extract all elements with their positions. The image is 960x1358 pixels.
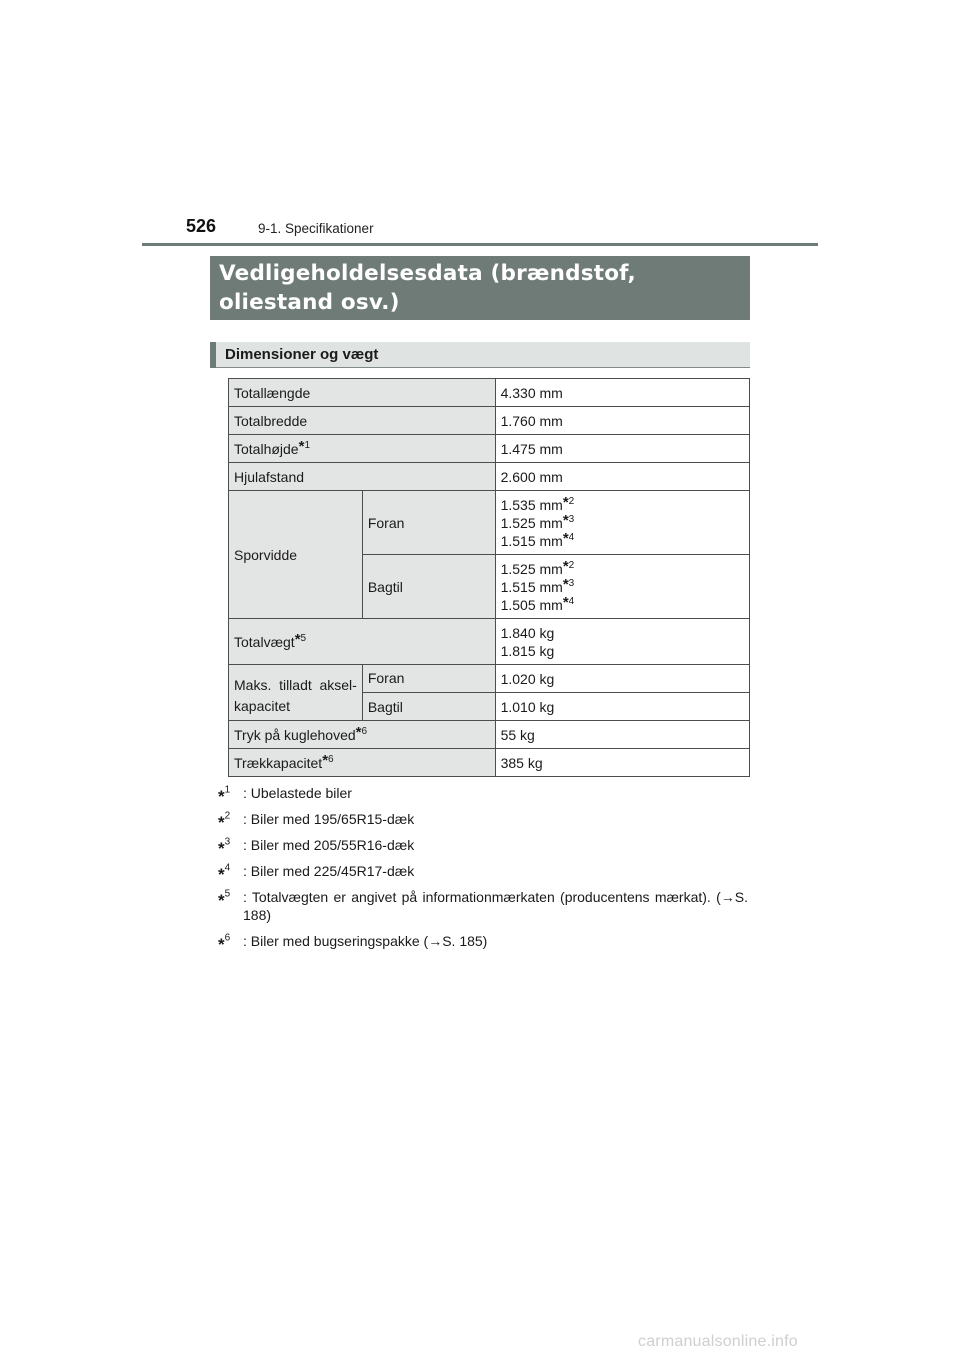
footnote-text: : Biler med 205/55R16-dæk <box>243 837 415 853</box>
footnote <box>218 784 748 806</box>
towing-label: Trækkapacitet <box>234 754 323 771</box>
table-row <box>229 619 750 665</box>
track-front-label: Foran <box>362 491 495 555</box>
footnote-marker: *$^5$ <box>218 888 231 910</box>
footnote-marker: *$^2$ <box>218 810 231 832</box>
gross-weight-label-cell <box>229 619 496 665</box>
table-row <box>229 491 750 555</box>
footnote-marker: *$^4$ <box>218 862 231 884</box>
track-label: Sporvidde <box>229 491 363 619</box>
footnote-ref: *1 <box>298 437 310 455</box>
subsection-marker <box>210 342 216 368</box>
footnote <box>218 932 748 954</box>
page-number: 526 <box>186 216 217 236</box>
footnote-text: : Ubelastede biler <box>243 785 352 801</box>
footnote <box>218 810 748 832</box>
value-line: 1.840 kg <box>500 624 555 641</box>
table-row <box>229 435 750 463</box>
height-label: Totalhøjde <box>234 440 299 457</box>
footnote-marker: *$^3$ <box>218 836 231 858</box>
table-row <box>229 407 750 435</box>
footnotes <box>218 784 748 958</box>
footnote-text: : Biler med 225/45R17-dæk <box>243 863 415 879</box>
footnote-ref: *5 <box>294 630 307 648</box>
table-row <box>229 749 750 777</box>
width-label: Totalbredde <box>229 407 496 435</box>
value-line: 1.515 $mm^{*3}$ <box>500 575 575 595</box>
ball-load-label: Tryk på kuglehoved <box>234 726 356 743</box>
footnote-ref: *2 <box>562 493 575 511</box>
value-line: 1.505 $mm^{*4}$ <box>500 593 575 613</box>
subsection-heading <box>210 342 750 368</box>
value-line: 1.535 $mm^{*2}$ <box>500 493 575 513</box>
axle-rear-value: 1.010 kg <box>495 693 749 721</box>
wheelbase-value: 2.600 mm <box>495 463 749 491</box>
track-rear-values <box>495 555 749 619</box>
footnote <box>218 862 748 884</box>
value-line: 1.515 $mm^{*4}$ <box>500 529 575 549</box>
footnote-text: : Totalvægten er angivet på informationmærkaten (producentens mærkat). (→S. 188) <box>243 889 748 923</box>
footnote-marker: *$^1$ <box>218 784 231 806</box>
footnote-ref: *3 <box>562 511 575 529</box>
table-row <box>229 379 750 407</box>
gross-weight-values <box>495 619 749 665</box>
value-line: 1.815 kg <box>500 642 555 659</box>
table-row <box>229 721 750 749</box>
page-title: Vedligeholdelsesdata (brændstof, oliestand osv.) <box>210 256 750 320</box>
section-label: 9-1. Specifikationer <box>258 221 374 236</box>
axle-front-label: Foran <box>362 665 495 693</box>
table-row <box>229 665 750 693</box>
footnote-ref: *4 <box>562 529 575 547</box>
footnote-text: : Biler med bugseringspakke (→S. 185) <box>243 933 488 949</box>
towing-value: 385 kg <box>495 749 749 777</box>
footnote-ref: *6 <box>322 751 334 769</box>
footnote-marker: *$^6$ <box>218 932 231 954</box>
axle-capacity-label: Maks. tilladt aksel- kapacitet <box>229 665 363 721</box>
track-rear-label: Bagtil <box>362 555 495 619</box>
value-line: 1.525 $mm^{*2}$ <box>500 557 575 577</box>
footnote-ref: *4 <box>562 593 575 611</box>
towing-label-cell <box>229 749 496 777</box>
length-value: 4.330 mm <box>495 379 749 407</box>
ball-load-value: 55 kg <box>495 721 749 749</box>
table-row <box>229 463 750 491</box>
wheelbase-label: Hjulafstand <box>229 463 496 491</box>
track-front-values <box>495 491 749 555</box>
length-label: Totallængde <box>229 379 496 407</box>
footnote-ref: *3 <box>562 575 575 593</box>
watermark: carmanualsonline.info <box>638 1333 798 1350</box>
value-line: 1.525 $mm^{*3}$ <box>500 511 575 531</box>
footnote <box>218 836 748 858</box>
height-label-cell <box>229 435 496 463</box>
width-value: 1.760 mm <box>495 407 749 435</box>
ball-load-label-cell <box>229 721 496 749</box>
subsection-title: Dimensioner og vægt <box>225 346 379 363</box>
footnote-ref: *2 <box>562 557 575 575</box>
footnote <box>218 888 748 924</box>
spec-table <box>228 378 750 777</box>
footnote-ref: *6 <box>355 723 368 741</box>
header-divider <box>142 243 818 246</box>
axle-rear-label: Bagtil <box>362 693 495 721</box>
axle-front-value: 1.020 kg <box>495 665 749 693</box>
height-value: 1.475 mm <box>495 435 749 463</box>
footnote-text: : Biler med 195/65R15-dæk <box>243 811 415 827</box>
gross-weight-label: Totalvægt <box>234 633 295 650</box>
